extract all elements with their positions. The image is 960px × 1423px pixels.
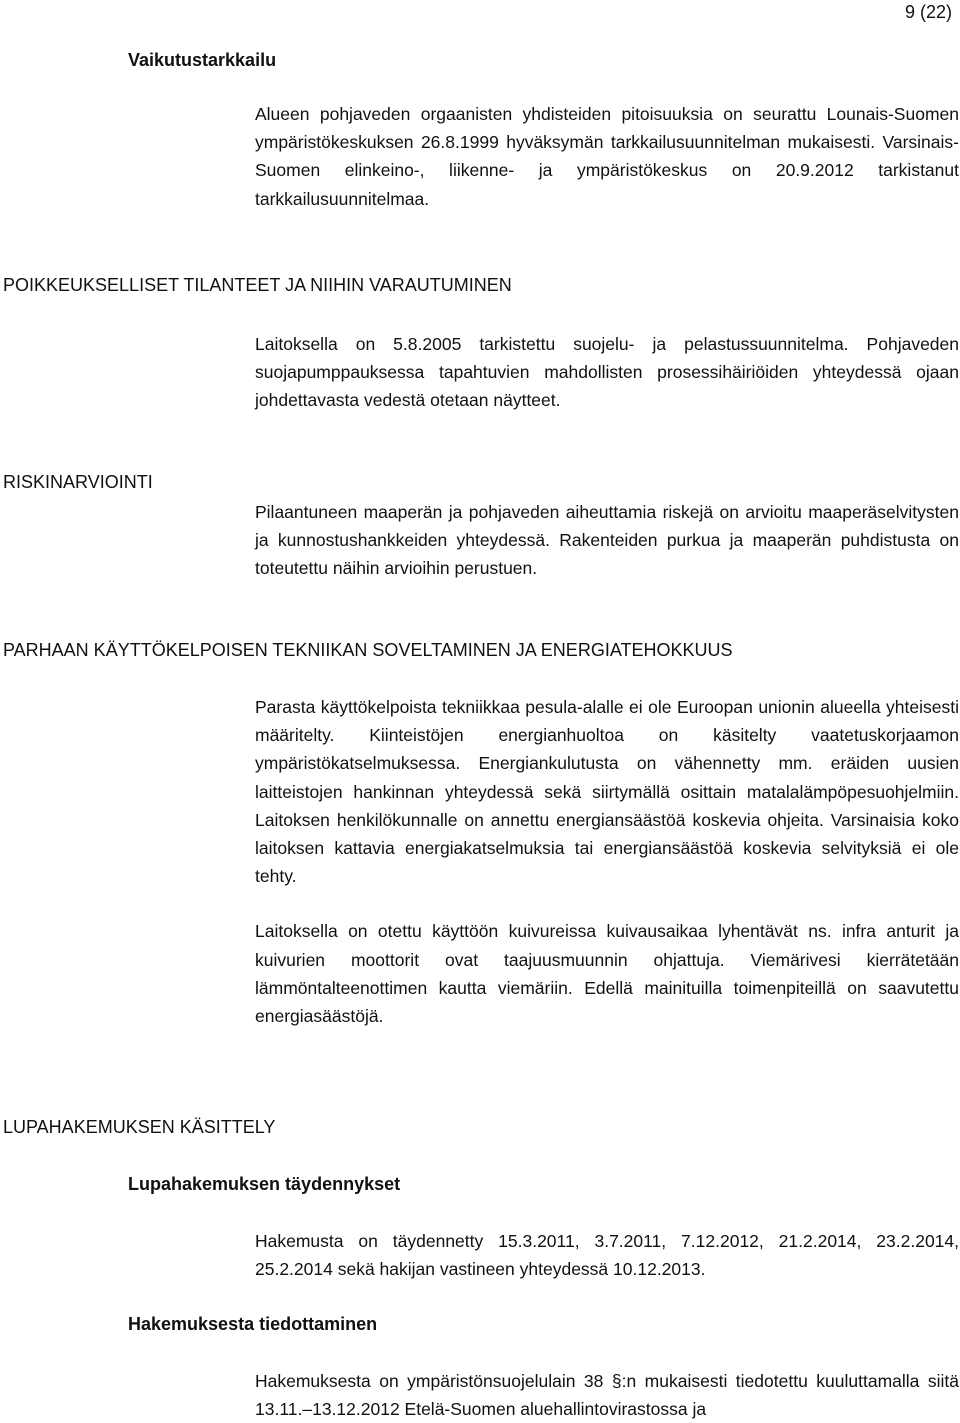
heading-lupahakemuksen-taydennykset: Lupahakemuksen täydennykset — [128, 1174, 401, 1194]
paragraph: Laitoksella on otettu käyttöön kuivureissa kuivausaikaa lyhentävät ns. infra anturit ja kuivurien moottorit ovat taajuusmuunnin ohjattuja. Viemärivesi kierrätetään lämmöntalteenottimen kautta viemäriin. Edellä mainituilla toimenpiteillä on saavutettu energiasäästöjä. — [255, 921, 959, 1027]
page-number: 9 (22) — [905, 2, 953, 22]
heading-hakemuksesta-tiedottaminen: Hakemuksesta tiedottaminen — [128, 1314, 378, 1334]
paragraph: Alueen pohjaveden orgaanisten yhdisteiden pitoisuuksia on seurattu Lounais-Suomen ympäristökeskuksen 26.8.1999 hyväksymän tarkkailusuunnitelman mukaisesti. Varsinais-Suomen elinkeino-, liikenne- ja ympäristökeskus on 20.9.2012 tarkistanut tarkkailusuunnitelmaa. — [255, 104, 959, 209]
section-parhaan-body — [255, 693, 959, 1030]
section-riskinarviointi-body — [255, 498, 959, 583]
heading-vaikutustarkkailu: Vaikutustarkkailu — [128, 50, 277, 70]
paragraph: Laitoksella on 5.8.2005 tarkistettu suojelu- ja pelastussuunnitelma. Pohjaveden suojapumppauksessa tapahtuvien mahdollisten prosessihäiriöiden yhteydessä ojaan johdettavasta vedestä otetaan näytteet. — [255, 334, 959, 411]
section-taydennykset-body — [255, 1227, 959, 1283]
paragraph: Parasta käyttökelpoista tekniikkaa pesula-alalle ei ole Euroopan unionin alueella yhteisesti määritelty. Kiinteistöjen energianhuoltoa on käsitelty vaatetuskorjaamon ympäristökatselmuksessa. Energiankulutusta on vähennetty mm. eräiden uusien laitteistojen hankinnan yhteydessä sekä siirtymällä osittain matalalämpöpesuohjelmiin. Laitoksen henkilökunnalle on annettu energiansäästöä koskevia ohjeita. Varsinaisia koko laitoksen kattavia energiakatselmuksia tai energiansäästöä koskevia selvityksiä ei ole tehty. — [255, 697, 959, 887]
section-tiedottaminen-body — [255, 1367, 959, 1423]
paragraph: Pilaantuneen maaperän ja pohjaveden aiheuttamia riskejä on arvioitu maaperäselvitysten ja kunnostushankkeiden yhteydessä. Rakenteiden purkua ja maaperän puhdistusta on toteutettu näihin arvioihin perustuen. — [255, 502, 959, 579]
heading-lupahakemuksen-kasittely: LUPAHAKEMUKSEN KÄSITTELY — [3, 1117, 276, 1137]
heading-poikkeukselliset-tilanteet: POIKKEUKSELLISET TILANTEET JA NIIHIN VARAUTUMINEN — [3, 275, 512, 295]
section-vaikutustarkkailu-body — [255, 100, 959, 213]
section-poikkeukselliset-body — [255, 330, 959, 415]
paragraph: Hakemuksesta on ympäristönsuojelulain 38 §:n mukaisesti tiedotettu kuuluttamalla siitä 13.11.–13.12.2012 Etelä-Suomen aluehallintovirastossa ja — [255, 1371, 959, 1420]
heading-parhaan-tekniikan-soveltaminen: PARHAAN KÄYTTÖKELPOISEN TEKNIIKAN SOVELTAMINEN JA ENERGIATEHOKKUUS — [3, 640, 733, 660]
paragraph: Hakemusta on täydennetty 15.3.2011, 3.7.2011, 7.12.2012, 21.2.2014, 23.2.2014, 25.2.2014 sekä hakijan vastineen yhteydessä 10.12.2013. — [255, 1231, 959, 1280]
heading-riskinarviointi: RISKINARVIOINTI — [3, 472, 153, 492]
